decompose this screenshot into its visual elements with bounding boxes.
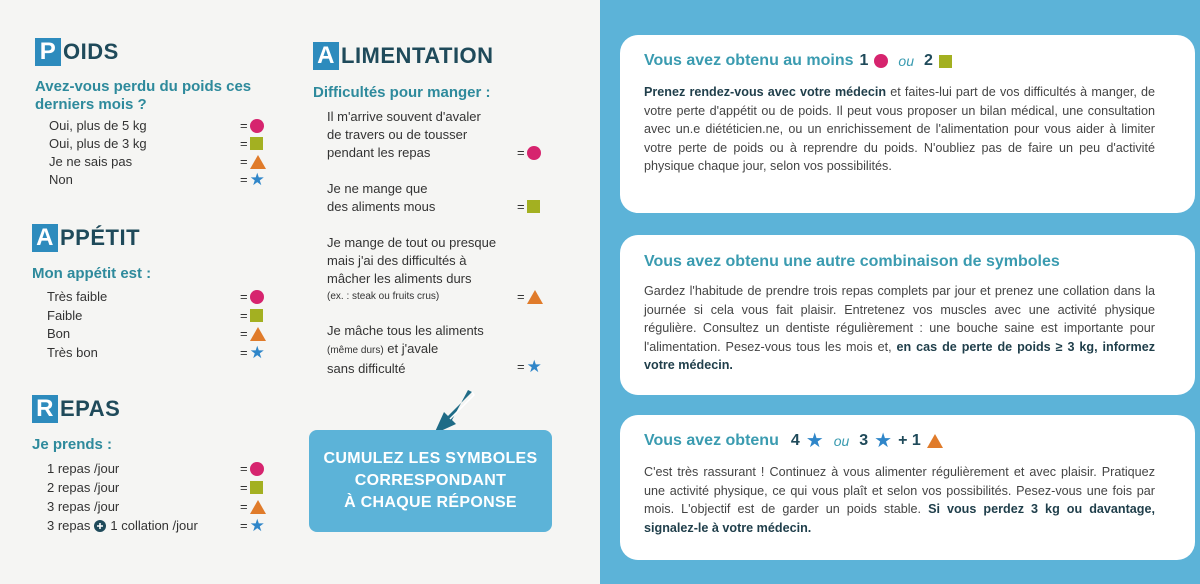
- option-appetit-3[interactable]: Bon: [47, 326, 71, 341]
- result-card-2: [620, 235, 1195, 395]
- card-body-1: Prenez rendez-vous avec votre médecin et faites-lui part de vos difficultés à manger, de votre perte d'appétit ou de poids. Il peut vous proposer un bilan médical, une consultation avec un.e diététicien.ne, ou un enrichissement de l'alimentation pour vous aider à limiter votre perte de poids ou à reprendre du poids. N'oubliez pas de faire un peu d'activité physique chaque jour, selon vos possibilités.: [644, 85, 1155, 173]
- option-alimentation-2[interactable]: Je ne mange que des aliments mous: [327, 181, 436, 214]
- square-symbol-icon: [250, 481, 263, 494]
- card-body-2: Gardez l'habitude de prendre trois repas complets par jour et prenez une collation dans la journée si cela vous fait plaisir. Entretenez vos muscles avec une activité physique régulière. Consultez un dentiste régulièrement : une bouche saine est importante pour l'alimentation. Pesez-vous tous les mois et, en cas de perte de poids ≥ 3 kg, informez votre médecin.: [644, 284, 1155, 372]
- card-title-2: Vous avez obtenu une autre combinaison de symboles: [644, 253, 1060, 270]
- option-repas-4[interactable]: 3 repas 1 collation /jour: [47, 518, 198, 533]
- star-symbol-icon: ★: [249, 169, 265, 189]
- circle-symbol-icon: [250, 119, 264, 133]
- square-symbol-icon: [939, 55, 952, 68]
- option-poids-3[interactable]: Je ne sais pas: [49, 154, 133, 169]
- section-title-alimentation: A LIMENTATION: [313, 42, 494, 70]
- option-appetit-1[interactable]: Très faible: [47, 289, 108, 304]
- option-alimentation-4[interactable]: Je mâche tous les aliments (même durs) et j'avale sans difficulté: [327, 323, 484, 376]
- triangle-symbol-icon: [250, 500, 266, 514]
- square-symbol-icon: [250, 137, 263, 150]
- section-title-repas: R EPAS: [32, 395, 120, 423]
- question-appetit: Mon appétit est :: [32, 265, 152, 282]
- option-repas-1[interactable]: 1 repas /jour: [47, 461, 120, 476]
- cumulate-symbols-banner: CUMULEZ LES SYMBOLES CORRESPONDANT À CHAQUE RÉPONSE: [309, 430, 552, 532]
- circle-symbol-icon: [527, 146, 541, 160]
- triangle-symbol-icon: [527, 290, 543, 304]
- square-symbol-icon: [527, 200, 540, 213]
- section-letter: A: [313, 42, 339, 70]
- card-title-3: Vous avez obtenu 4 ★ ou 3 ★ + 1: [644, 432, 943, 450]
- left-panel: P OIDS Avez-vous perdu du poids ces derniers mois ? Oui, plus de 5 kg = Oui, plus de 3 kg = Je ne sais pas = Non = ★ A PPÉTIT Mon appétit est : Très faible = Faible = Bon = Très bon = ★ R EPAS Je prends : 1 repas /jour = 2 repas /jour = 3 repas /jour = 3 repas 1 collation /jour = ★ A LIMENTATION Difficultés pour manger : Il m'arrive souvent d'avaler de travers ou de tousser pendant les repas = Je ne mange que des aliments mous = Je mange de tout ou presque mais j'ai des difficultés à mâcher les aliments durs (ex. : steak ou fruits crus) = Je mâche tous les aliments (même durs) et j'avale sans difficulté = ★ CUMULEZ LES SYMBOLES CORRESPONDANT À CHAQUE RÉPONSE: [0, 0, 600, 584]
- square-symbol-icon: [250, 309, 263, 322]
- circle-symbol-icon: [250, 462, 264, 476]
- option-poids-4[interactable]: Non: [49, 172, 73, 187]
- star-symbol-icon: ★: [526, 356, 542, 376]
- option-repas-2[interactable]: 2 repas /jour: [47, 480, 120, 495]
- option-alimentation-1[interactable]: Il m'arrive souvent d'avaler de travers ou de tousser pendant les repas: [327, 109, 481, 160]
- triangle-symbol-icon: [250, 155, 266, 169]
- question-repas: Je prends :: [32, 436, 113, 453]
- circle-symbol-icon: [250, 290, 264, 304]
- section-title-poids: P OIDS: [35, 38, 119, 66]
- section-letter: R: [32, 395, 58, 423]
- section-title-appetit: A PPÉTIT: [32, 224, 140, 252]
- question-poids: Avez-vous perdu du poids ces derniers mois ?: [35, 78, 252, 113]
- section-letter: A: [32, 224, 58, 252]
- triangle-symbol-icon: [250, 327, 266, 341]
- option-repas-3[interactable]: 3 repas /jour: [47, 499, 120, 514]
- question-alimentation: Difficultés pour manger :: [313, 84, 491, 101]
- option-poids-1[interactable]: Oui, plus de 5 kg: [49, 118, 147, 133]
- card-body-3: C'est très rassurant ! Continuez à vous alimenter régulièrement et avec plaisir. Pratiquez une activité physique, ce qui vous plaît et selon vos possibilités. Pesez-vous une fois par mois. L'objectif est de garder un poids stable. Si vous perdez 3 kg ou davantage, signalez-le à votre médecin.: [644, 465, 1155, 535]
- card-title-1: Vous avez obtenu au moins 1 ou 2: [644, 52, 952, 70]
- circle-symbol-icon: [874, 54, 888, 68]
- star-symbol-icon: ★: [805, 430, 824, 452]
- section-letter: P: [35, 38, 61, 66]
- star-symbol-icon: ★: [249, 342, 265, 362]
- star-symbol-icon: ★: [874, 430, 893, 452]
- option-alimentation-3[interactable]: Je mange de tout ou presque mais j'ai des difficultés à mâcher les aliments durs (ex. : steak ou fruits crus): [327, 235, 497, 302]
- triangle-symbol-icon: [927, 434, 943, 448]
- result-card-1: [620, 35, 1195, 213]
- plus-circle-icon: [94, 520, 106, 532]
- option-poids-2[interactable]: Oui, plus de 3 kg: [49, 136, 147, 151]
- option-appetit-4[interactable]: Très bon: [47, 345, 98, 360]
- star-symbol-icon: ★: [249, 515, 265, 535]
- option-appetit-2[interactable]: Faible: [47, 308, 83, 323]
- result-card-3: [620, 415, 1195, 560]
